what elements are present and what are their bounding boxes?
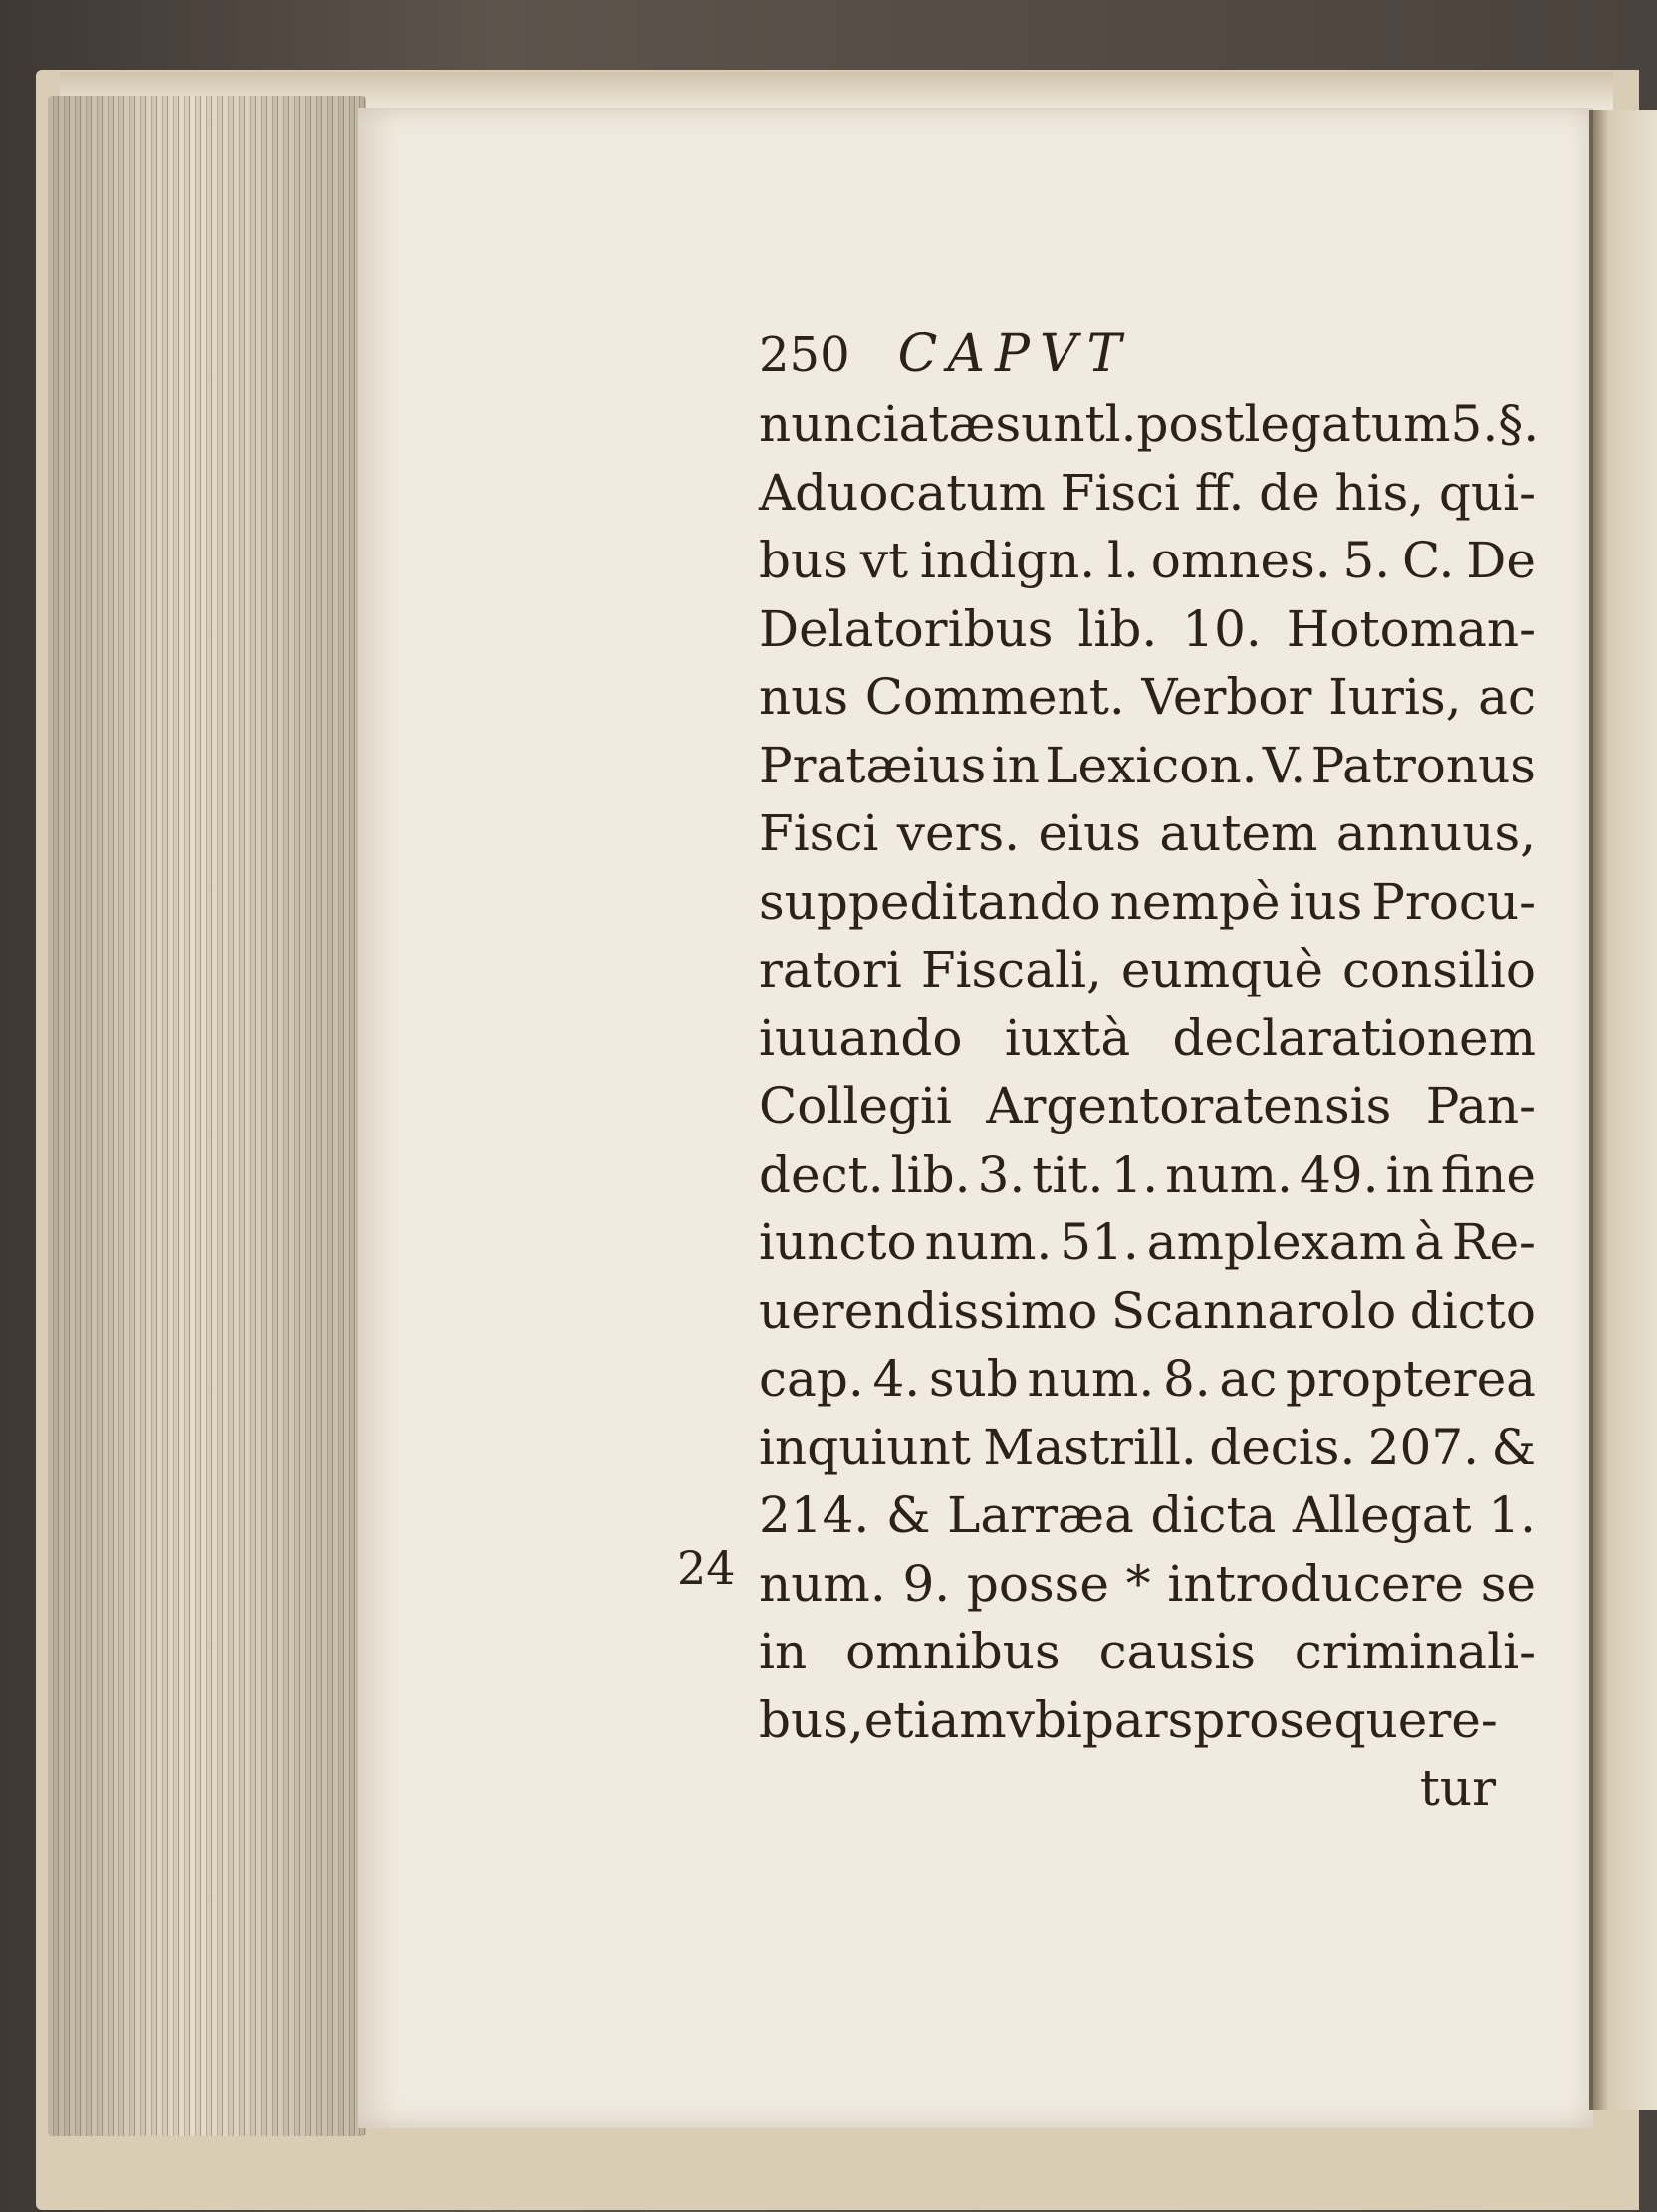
page-header [759,321,1536,390]
text-line: iuncto num. 51. amplexam à Re- [759,1214,1536,1271]
page-text [759,321,1539,1823]
text-line: nus Comment. Verbor Iuris, ac [759,668,1536,726]
text-line: uerendissimo Scannarolo dicto [759,1281,1536,1340]
running-head: CAPVT [897,325,1132,384]
catchword: tur [1419,1759,1496,1817]
page-edges-shading [48,96,366,2136]
text-line: bus, etiam vbi pars prosequere- [759,1690,1498,1749]
catchword-line [759,1754,1536,1823]
text-line: num. 9. posse * introducere se [759,1554,1536,1613]
text-line: 214. & Larræa dicta Allegat 1. [759,1486,1536,1544]
text-line: in omnibus causis criminali- [759,1623,1536,1680]
text-line: Collegii Argentoratensis Pan- [759,1077,1536,1135]
text-line: bus vt indign. l. omnes. 5. C. De [759,532,1536,589]
text-line: Fisci vers. eius autem annuus, [759,804,1536,862]
text-line: dect. lib. 3. tit. 1. num. 49. in fine [759,1145,1536,1204]
page-number: 250 [759,328,850,383]
text-line: cap. 4. sub num. 8. ac propterea [759,1350,1536,1408]
text-line: ratori Fiscali, eumquè consilio [759,941,1536,998]
text-line: iuuando iuxtà declarationem [759,1008,1536,1067]
text-line: inquiunt Mastrill. decis. 207. & [759,1418,1536,1476]
facing-page-edge [1593,110,1657,2110]
text-line: nunciatæ sunt l. post legatum 5.§. [759,395,1539,453]
text-line: Pratæius in Lexicon. V. Patronus [759,736,1536,794]
text-lines [759,390,1539,1754]
text-line: Delatoribus lib. 10. Hotoman- [759,599,1536,658]
text-line: suppeditando nempè ius Procu- [759,872,1536,931]
text-line: Aduocatum Fisci ff. de his, qui- [759,463,1536,522]
margin-note-number: 24 [677,1541,736,1595]
